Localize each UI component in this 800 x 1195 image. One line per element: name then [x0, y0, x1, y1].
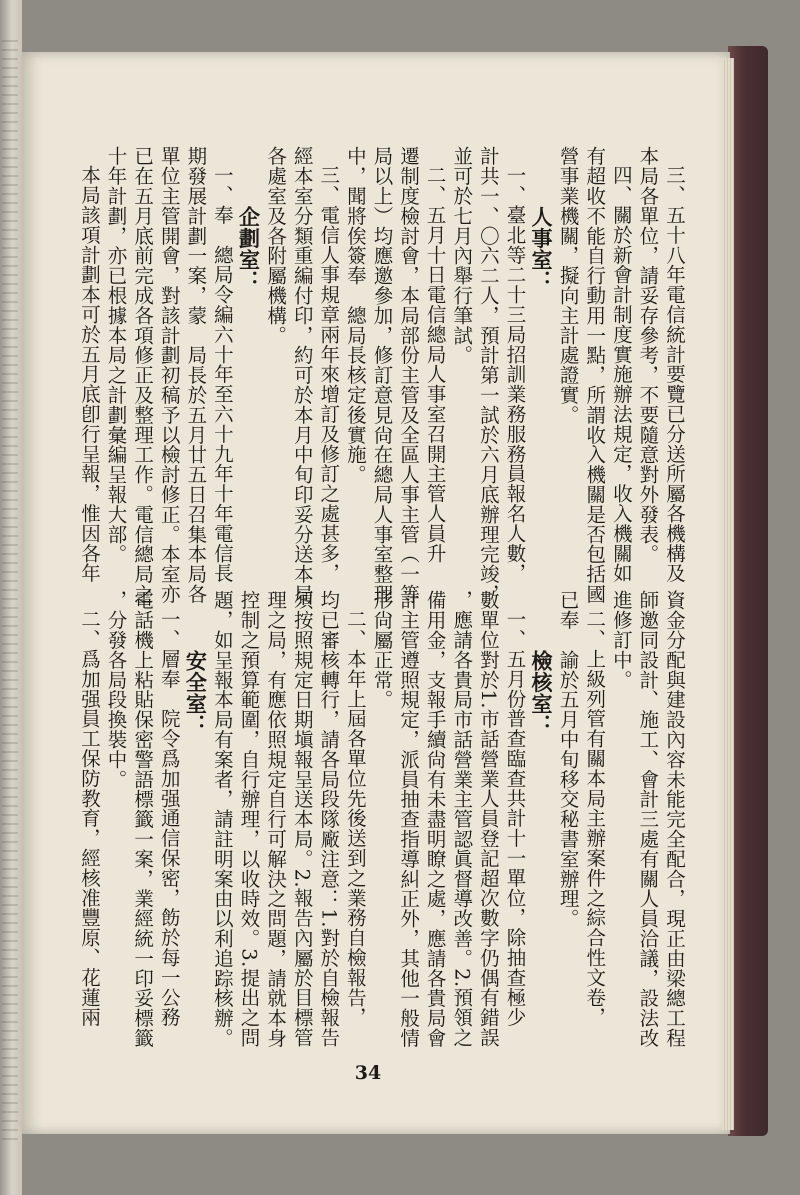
section-heading-planning: 企劃室：: [236, 206, 262, 292]
book-cover-edge: [728, 46, 768, 1136]
text-line: 題，如呈報本局有案者，請註明案由以利追踪核辦。: [210, 590, 234, 1048]
text-line: 三、電信人事規章兩年來增訂及修訂之處甚多，: [317, 165, 341, 583]
text-line: 理之局，有應依照規定自行可解決之問題，請就本身: [264, 590, 288, 1048]
lower-text-block: [75, 590, 687, 1050]
text-line: 四、關於新會計制度實施辦法規定，收入機關如: [609, 165, 633, 583]
section-heading-personnel: 人事室：: [529, 206, 555, 292]
section-heading-security: 安全室：: [183, 650, 209, 736]
text-line: 有超收不能自行動用一點，所謂收入機關是否包括國: [583, 146, 607, 604]
text-line: 局以上）均應邀參加，修訂意見尙在總局人事室整理: [370, 146, 394, 604]
section-heading-audit: 檢核室：: [529, 650, 555, 736]
text-line: 各處室及各附屬機構。: [264, 146, 288, 345]
text-line: 電話機上粘貼保密警語標籤一案，業經統一印妥標籤: [131, 590, 155, 1048]
text-line: 進修訂中。: [609, 590, 633, 690]
text-line: 遷制度檢討會，本局部份主管及全區人事主管（一等: [397, 146, 421, 604]
text-line: 本局各單位，請妥存參考，不要隨意對外發表。: [636, 146, 660, 564]
text-line: ，應請各貴局市話營業主管認眞督導改善。2.預領之: [450, 590, 474, 1048]
text-line: 二、爲加强員工保防教育，經核准豐原、花蓮兩: [77, 609, 101, 1027]
text-line: 中，聞將俟簽奉 總局長核定後實施。: [343, 146, 367, 485]
text-line: 已在五月底前完成各項修正及整理工作。電信總局之: [131, 146, 155, 604]
text-line: 單位主管開會，對該計劃初稿予以檢討修正。本室亦: [157, 146, 181, 604]
text-line: 二、上級列管有關本局主辦案件之綜合性文卷，: [583, 609, 607, 1027]
text-line: 一、層奉 院令爲加强通信保密，飭於每一公務: [157, 609, 181, 1027]
text-line: 須按照規定日期塡報呈送本局。2.報告內屬於目標管: [290, 590, 314, 1048]
text-line: 已奉 諭於五月中旬移交秘書室辦理。: [556, 590, 580, 929]
text-line: 經本室分類重編付印，約可於本月中旬印妥分送本局: [290, 146, 314, 604]
text-line: 營事業機關，擬向主計處證實。: [556, 146, 580, 425]
text-line: 計共一、〇六二人，預計第一試於六月底辦理完竣，: [476, 146, 500, 604]
page-stack-edge: [722, 58, 734, 1130]
text-line: 十年計劃，亦已根據本局之計劃彙編呈報大部。: [104, 146, 128, 564]
adjacent-page-text-shadow: [2, 40, 18, 1140]
text-line: 二、五月十日電信總局人事室召開主管人員升: [423, 165, 447, 563]
text-line: 本局該項計劃本可於五月底卽行呈報，惟因各年: [77, 165, 101, 583]
text-line: 資金分配與建設內容未能完全配合，現正由梁總工程: [663, 590, 686, 1048]
page-number: 34: [354, 1062, 382, 1084]
text-line: 三、五十八年電信統計要覽已分送所屬各機構及: [663, 165, 686, 583]
text-line: 師邀同設計、施工、會計三處有關人員洽議，設法改: [636, 590, 660, 1048]
text-line: 一、臺北等二十三局招訓業務服務員報名人數，: [503, 165, 527, 583]
text-line: 二、本年上屆各單位先後送到之業務自檢報告，: [343, 609, 367, 1027]
text-line: 期發展計劃一案，蒙 局長於五月廿五日召集本局各: [184, 146, 208, 604]
text-line: 一、五月份普查臨查共計十一單位，除抽查極少: [503, 609, 527, 1027]
text-line: 一、奉 總局令編六十年至六十九年十年電信長: [210, 165, 234, 583]
text-line: 數單位對於1.市話營業人員登記超次數字仍偶有錯誤: [476, 590, 500, 1048]
text-line: 備用金，支報手續尙有未盡明瞭之處，應請各貴局會: [423, 590, 447, 1048]
text-line: 計主管遵照規定，派員抽查指導糾正外，其他一般情: [397, 590, 421, 1048]
text-line: ，分發各局段換裝中。: [104, 590, 128, 789]
text-line: 均已審核轉行，請各局段隊廠注意：1.對於自檢報告: [317, 590, 341, 1048]
text-line: 並可於七月內舉行筆試。: [450, 146, 474, 365]
text-line: 控制之預算範圍，自行辦理，以收時效。3.提出之問: [237, 590, 261, 1048]
text-line: 形尙屬正常。: [370, 590, 394, 710]
upper-text-block: [75, 146, 687, 606]
